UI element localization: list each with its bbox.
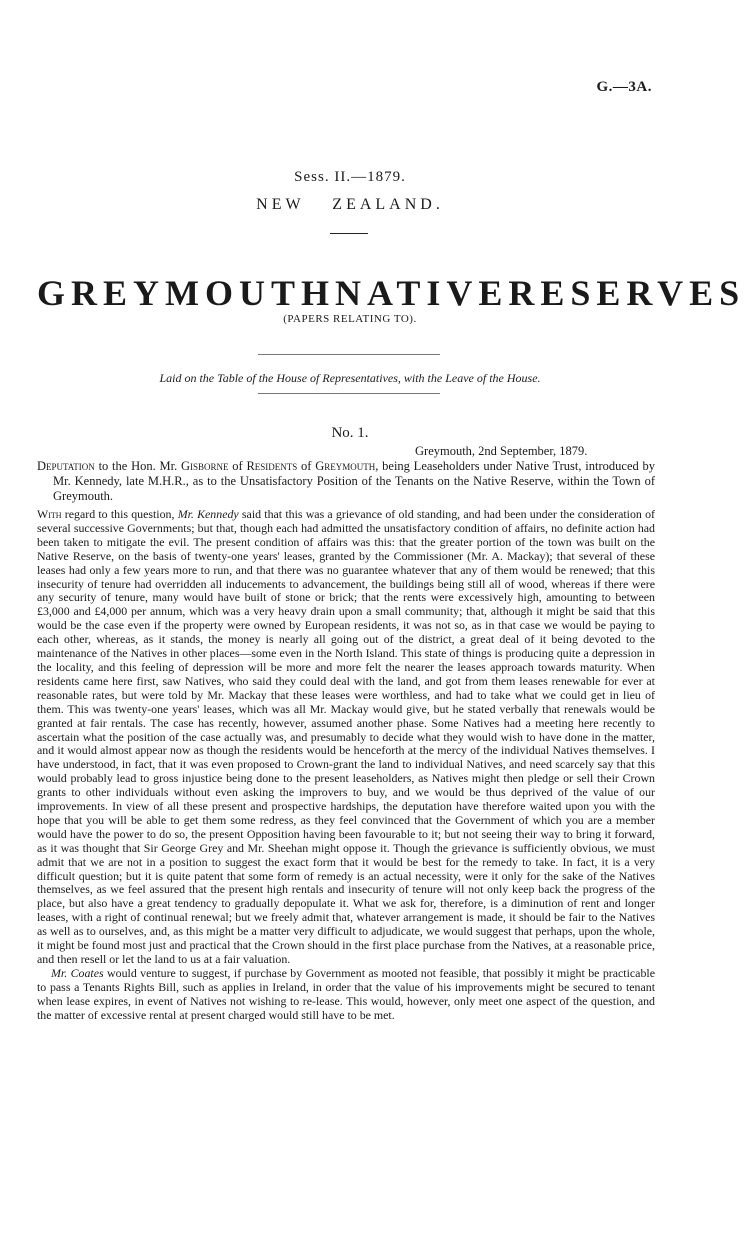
place-date: Greymouth, 2nd September, 1879. [415, 444, 588, 458]
paragraph-text: said that this was a grievance of old standing, and had been under the consideration of several successive Governments; but that, though each had admitted the unsatisfactory condition of affairs, no definite action had been taken to mitigate the evil. The present condition of affairs was this: that the greater portion of the town was built on the Native Reserve, on the basis of twenty-one years' leases, granted by the Commissioner (Mr. A. Mackay); that several of these leases had only a few years more to run, and that there was no guarantee whatever that any of them would be renewed; that this insecurity of tenure had overridden all inducements to advancement, the buildings being still all of wood, whereas if there were any security of tenure, many would have built of stone or brick; that the rents were excessively high, amounting to between £3,000 and £4,000 per annum, which was a very heavy drain upon a small community; that, although it might be said that this would be the case even if the property were owned by European residents, it was not so, as in that case we would be paying to each other, whereas, as it stands, the money is nearly all going out of the district, a great deal of it being devoted to the maintenance of the Natives in other places—some even in the North Island. This state of things is producing quite a depression in the locality, and this feeling of depression will be more and more felt the nearer the leases approach towards maturity. When residents came here first, saw Natives, who said they could deal with the land, and got from them leases renewable for ever at reasonable rates, but were told by Mr. Mackay that these leases were worthless, and had to take what we could get in lieu of them. This was twenty-one years' leases, which was all Mr. Mackay would give, but he stated verbally that renewals would be granted at fair rentals. The case has recently, however, assumed another phase. Some Natives had a meeting here recently to ascertain what the position of the case actually was, and presumably to decide what they would wish to have done in the matter, and it would almost appear now as though the residents would be henceforth at the mercy of the individual Natives themselves. I have understood, in fact, that it was even proposed to Crown-grant the land to individual Natives, and need scarcely say that this would probably lead to gross injustice being done to the present leaseholders, as Natives might then pledge or sell their Crown grants to other individuals without even asking the improvers to buy, and we would be thus deprived of the value of our improvements. In view of all these present and prospective hardships, the deputation have therefore waited upon you with the hope that you will be able to get them some redress, as they feel convinced that the Government of which you are a member would have the power to do so, the present Opposition having been favourable to it; but not seeing their way to bring it forward, as it was thought that Sir George Grey and Mr. Sheehan might oppose it. Though the grievance is sufficiently obvious, we must admit that we are not in a position to suggest the exact form that it would be best for the remedy to take. In fact, it is a very difficult question; but it is quite patent that some form of remedy is an actual necessity, were it only for the sake of the Natives themselves, as we feel assured that the present high rentals and insecurity of tenure will not only keep back the progress of the place, but also have a great tendency to gradually depopulate it. What we ask for, therefore, is a diminution of rent and longer leases, with a right of continual renewal; but we freely admit that, whatever arrangement is made, it should be fair to the Natives as well as to ourselves, and, as this might be a matter very difficult to adjudicate, we would suggest that perhaps, upon the whole, it might be found most just and practical that the Crown should in the first place purchase from the Natives, at a reasonable price, and then resell or let the land to us at a fair valuation. [37, 507, 655, 966]
section-number: No. 1. [331, 425, 369, 441]
deputation-text: of [297, 459, 316, 473]
deputation-text: to the Hon. Mr. [94, 459, 181, 473]
document-subtitle: (PAPERS RELATING TO). [283, 313, 417, 325]
title-word-2: NATIVE [335, 273, 509, 313]
deputation-text: of [228, 459, 247, 473]
deputation-place: Greymouth [315, 459, 376, 473]
deputation-heading [37, 459, 655, 504]
paragraph-text: would venture to suggest, if purchase by Government as mooted not feasible, that possibly it might be practicable to pass a Tenants Rights Bill, such as applies in Ireland, in order that the value of his improvements might be secured to tenant when lease expires, in event of Natives not wishing to re-lease. This would, however, only meet one aspect of the question, and the matter of excessive rental at present charged would still have to be met. [37, 965, 655, 1022]
body-text [37, 508, 655, 1023]
paragraph-text: regard to this question, [61, 507, 178, 521]
paragraph [37, 508, 655, 967]
document-title [37, 272, 745, 314]
title-word-1: GREYMOUTH [37, 273, 336, 313]
divider [258, 393, 440, 394]
deputation-name: Gisborne [180, 459, 229, 473]
speaker-name: Mr. Kennedy [177, 507, 239, 521]
speaker-name: Mr. Coates [51, 965, 104, 980]
deputation-lead: Deputation [37, 459, 95, 473]
paragraph [37, 967, 655, 1023]
divider [330, 233, 368, 234]
document-reference: G.—3A. [596, 79, 652, 95]
session-line: Sess. II.—1879. [294, 169, 406, 185]
deputation-residents: Residents [246, 459, 298, 473]
country-heading: NEW ZEALAND. [256, 196, 444, 213]
title-word-3: RESERVES [508, 273, 745, 313]
divider [258, 354, 440, 355]
laid-on-table-note: Laid on the Table of the House of Representatives, with the Leave of the House. [159, 371, 541, 385]
paragraph-lead: With [37, 507, 62, 521]
deputation-text: , being Leaseholders under Native Trust, introduced by Mr. Kennedy, late M.H.R., as to the Unsatisfactory Position of the Tenants on the Native Reserve, within the Town of Greymouth. [53, 459, 655, 503]
